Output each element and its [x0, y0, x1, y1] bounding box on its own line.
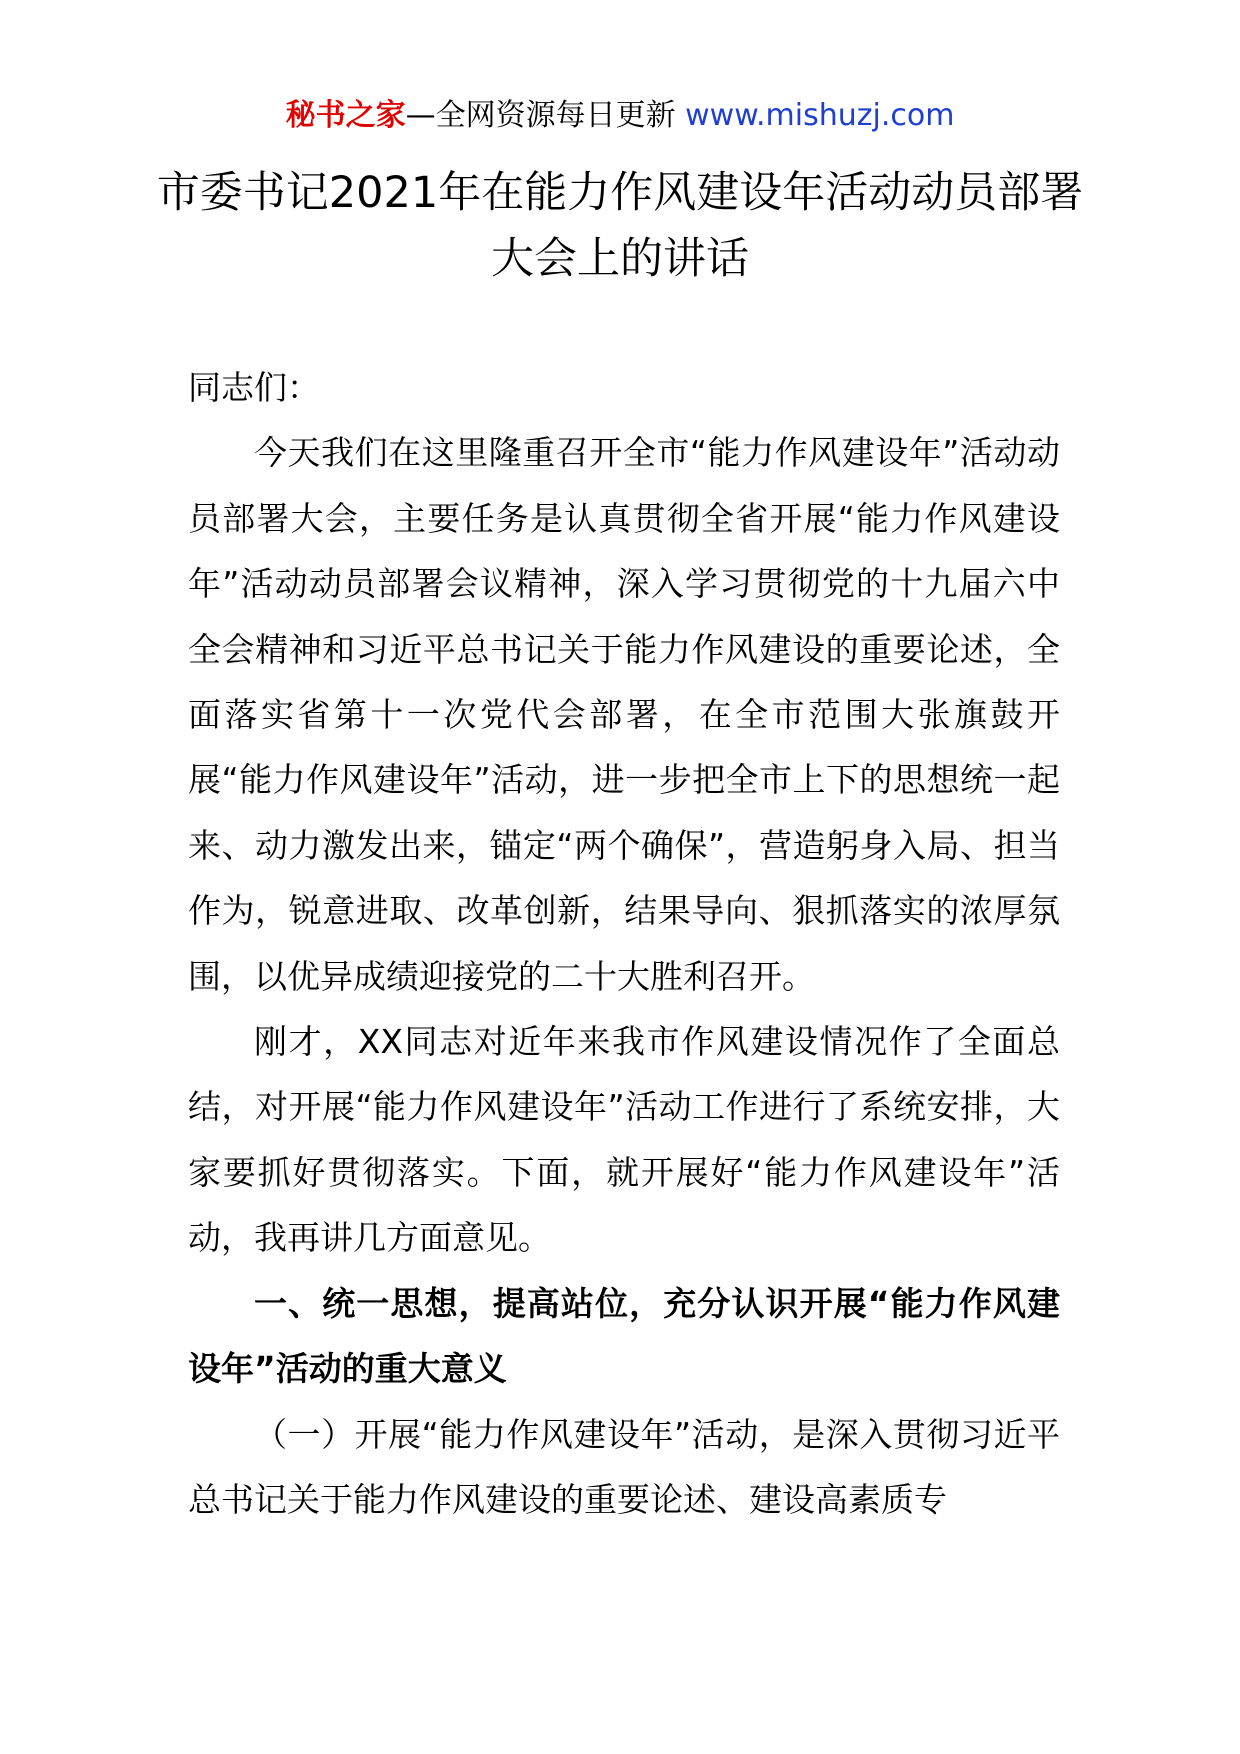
site-banner	[0, 96, 1240, 136]
banner-slogan: —全网资源每日更新	[405, 98, 686, 133]
document-title: 市委书记2021年在能力作风建设年活动动员部署大会上的讲话	[156, 168, 1084, 284]
body-paragraph-1: 今天我们在这里隆重召开全市“能力作风建设年”活动动员部署大会，主要任务是认真贯彻全省开展“能力作风建设年”活动动员部署会议精神，深入学习贯彻党的十九届六中全会精神和习近平总书记关于能力作风建设的重要论述，全面落实省第十一次党代会部署，在全市范围大张旗鼓开展“能力作风建设年”活动，进一步把全市上下的思想统一起来、动力激发出来，锚定“两个确保”，营造躬身入局、担当作为，锐意进取、改革创新，结果导向、狠抓落实的浓厚氛围，以优异成绩迎接党的二十大胜利召开。	[188, 433, 1060, 996]
subsection-paragraph: （一）开展“能力作风建设年”活动，是深入贯彻习近平总书记关于能力作风建设的重要论述、建设高素质专	[188, 1414, 1060, 1519]
banner-brand: 秘书之家	[285, 98, 406, 133]
banner-url[interactable]: www.mishuzj.com	[685, 98, 955, 133]
salutation: 同志们：	[188, 368, 320, 407]
document-body	[188, 355, 1060, 1532]
section-heading: 一、统一思想，提高站位，充分认识开展“能力作风建设年”活动的重大意义	[188, 1283, 1060, 1389]
body-paragraph-2: 刚才，XX同志对近年来我市作风建设情况作了全面总结，对开展“能力作风建设年”活动工作进行了系统安排，大家要抓好贯彻落实。下面，就开展好“能力作风建设年”活动，我再讲几方面意见。	[188, 1022, 1060, 1258]
